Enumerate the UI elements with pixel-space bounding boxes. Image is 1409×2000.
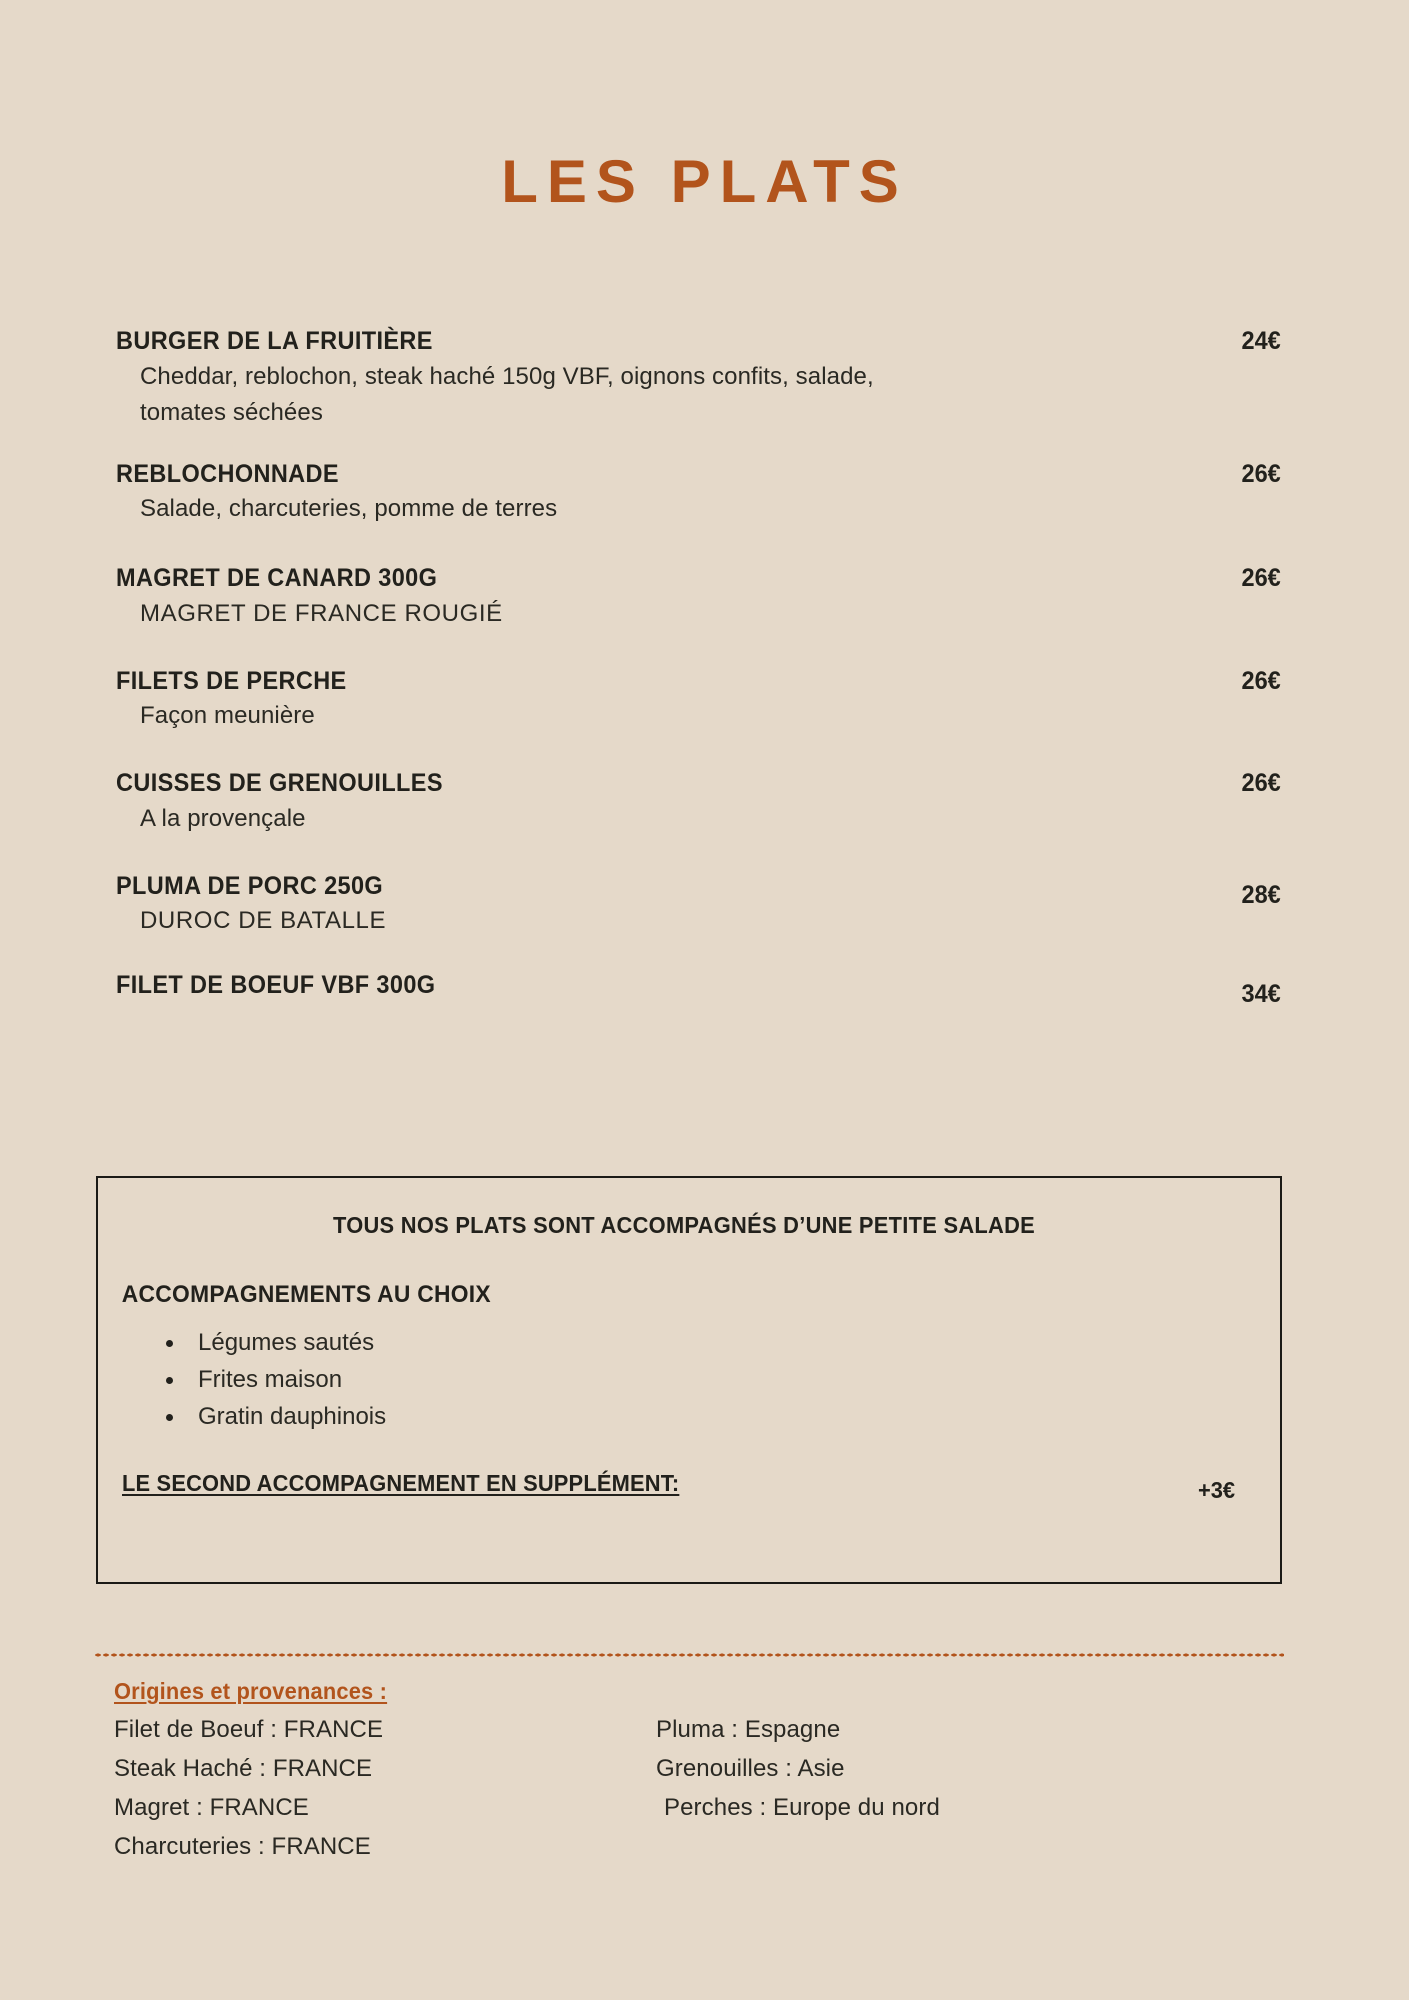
page-title-container <box>0 0 1409 252</box>
dish-name: FILETS DE PERCHE <box>116 666 347 695</box>
dish-description: Façon meunière <box>140 702 315 730</box>
dish-price: 26€ <box>1241 459 1281 488</box>
dotted-divider <box>94 1653 1284 1657</box>
dish-price: 24€ <box>1241 327 1281 356</box>
list-item: Légumes sautés <box>160 1325 1250 1362</box>
origin-line: Perches : Europe du nord <box>664 1793 940 1821</box>
origins-section <box>114 1678 1294 1867</box>
dish-name: FILET DE BOEUF VBF 300G <box>116 971 436 1000</box>
list-item: Gratin dauphinois <box>160 1399 1250 1436</box>
origin-line: Filet de Boeuf : FRANCE <box>114 1716 384 1743</box>
dish-price: 28€ <box>1241 880 1281 909</box>
dish-item-magret <box>116 565 1281 632</box>
dish-description: Salade, charcuteries, pomme de terres <box>140 495 558 523</box>
dish-name: REBLOCHONNADE <box>116 459 339 488</box>
dish-item-reblochonnade <box>116 461 1281 528</box>
accompaniments-headline: TOUS NOS PLATS SONT ACCOMPAGNÉS D’UNE PETITE SALADE <box>332 1212 1036 1238</box>
dish-header-row <box>116 565 1281 593</box>
origin-line: Magret : FRANCE <box>114 1793 309 1821</box>
origins-column-right <box>634 1711 940 1867</box>
origin-line: Steak Haché : FRANCE <box>114 1754 373 1782</box>
dish-item-filets-de-perche <box>116 668 1281 735</box>
dish-description: A la provençale <box>140 804 306 832</box>
accompaniments-box <box>96 1176 1282 1584</box>
dish-list <box>0 327 1409 1009</box>
dish-header-row <box>116 770 1281 798</box>
dish-description: DUROC DE BATALLE <box>140 907 387 935</box>
dish-header-row <box>116 871 1281 909</box>
dish-name: MAGRET DE CANARD 300G <box>116 564 438 593</box>
accompaniments-subtitle: ACCOMPAGNEMENTS AU CHOIX <box>121 1281 491 1308</box>
origins-columns <box>114 1711 1294 1867</box>
dish-header-row <box>116 328 1281 356</box>
origins-title: Origines et provenances : <box>114 1678 388 1704</box>
dish-item-cuisses-de-grenouilles <box>116 770 1281 837</box>
supplement-row <box>118 1469 1250 1503</box>
origin-line: Pluma : Espagne <box>656 1716 841 1743</box>
origins-column-left <box>114 1711 634 1867</box>
dish-description: MAGRET DE FRANCE ROUGIÉ <box>140 599 503 627</box>
dish-item-filet-de-boeuf <box>116 971 1281 1009</box>
dish-price: 26€ <box>1241 564 1281 593</box>
dish-header-row <box>116 971 1281 1009</box>
dish-price: 34€ <box>1241 980 1281 1009</box>
dish-name: CUISSES DE GRENOUILLES <box>116 769 443 798</box>
dish-name: PLUMA DE PORC 250G <box>116 871 384 900</box>
dish-price: 26€ <box>1241 666 1281 695</box>
dish-price: 26€ <box>1241 769 1281 798</box>
origin-line: Charcuteries : FRANCE <box>114 1832 371 1860</box>
dish-item-pluma-de-porc <box>116 873 1281 940</box>
supplement-price: +3€ <box>1197 1476 1236 1503</box>
list-item: Frites maison <box>160 1362 1250 1399</box>
supplement-label: LE SECOND ACCOMPAGNEMENT EN SUPPLÉMENT: <box>122 1469 680 1496</box>
dish-name: BURGER DE LA FRUITIÈRE <box>116 327 433 356</box>
origins-title-wrap <box>114 1678 1294 1705</box>
dish-description: Cheddar, reblochon, steak haché 150g VBF, oignons confits, salade, tomates séchées <box>140 362 874 426</box>
dish-item-burger <box>116 328 1281 431</box>
dish-header-row <box>116 461 1281 489</box>
origin-line: Grenouilles : Asie <box>656 1754 845 1782</box>
page-title: LES PLATS <box>501 148 908 216</box>
accompaniments-options-list <box>118 1325 1250 1436</box>
dish-header-row <box>116 668 1281 696</box>
